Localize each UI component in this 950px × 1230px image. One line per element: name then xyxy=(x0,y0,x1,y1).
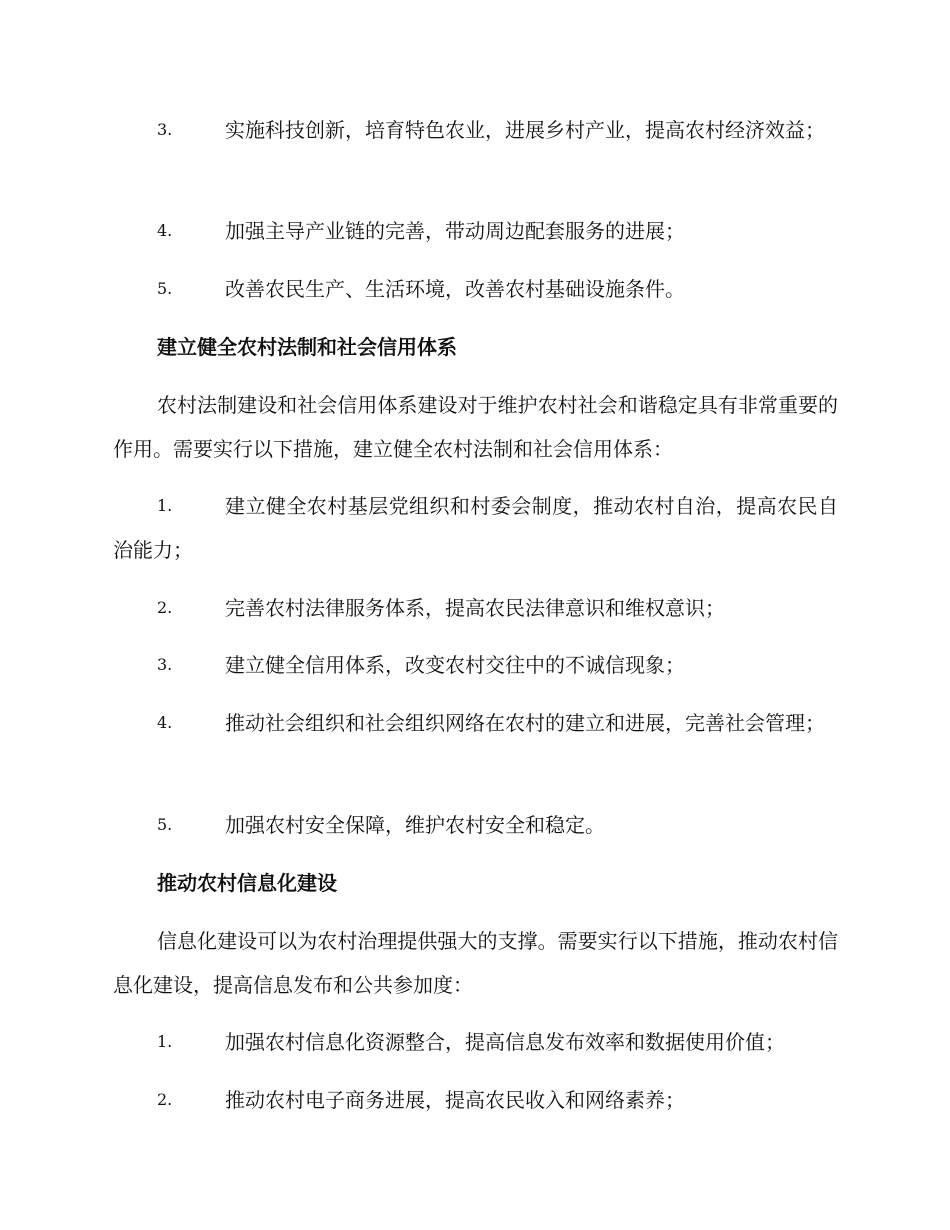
list-item xyxy=(113,803,838,847)
list-number: 2. xyxy=(157,1090,173,1109)
list-number: 2. xyxy=(157,598,173,617)
list-item xyxy=(113,209,838,253)
list-text: 推动社会组织和社会组织网络在农村的建立和进展，完善社会管理； xyxy=(225,711,825,735)
list-number: 5. xyxy=(157,815,173,834)
list-number: 5. xyxy=(157,279,173,298)
list-item xyxy=(113,701,838,745)
list-item xyxy=(113,1020,838,1064)
list-text: 加强主导产业链的完善，带动周边配套服务的进展； xyxy=(225,219,685,243)
section-heading: 建立健全农村法制和社会信用体系 xyxy=(157,335,457,359)
list-text: 完善农村法律服务体系，提高农民法律意识和维权意识； xyxy=(225,596,725,620)
list-number: 1. xyxy=(157,1032,173,1051)
section-intro: 农村法制建设和社会信用体系建设对于维护农村社会和谐稳定具有非常重要的作用。需要实行以下措施，建立健全农村法制和社会信用体系： xyxy=(113,393,838,461)
list-number: 3. xyxy=(157,655,173,674)
list-text: 加强农村信息化资源整合，提高信息发布效率和数据使用价值； xyxy=(225,1030,785,1054)
list-text: 推动农村电子商务进展，提高农民收入和网络素养； xyxy=(225,1088,685,1112)
list-item xyxy=(113,108,838,152)
list-item xyxy=(113,1078,838,1122)
list-item xyxy=(113,267,838,311)
list-text: 建立健全农村基层党组织和村委会制度，推动农村自治，提高农民自治能力； xyxy=(113,494,838,562)
list-text: 加强农村安全保障，维护农村安全和稳定。 xyxy=(225,813,605,837)
list-number: 1. xyxy=(157,496,173,515)
list-item xyxy=(113,643,838,687)
list-text: 建立健全信用体系，改变农村交往中的不诚信现象； xyxy=(225,653,685,677)
list-item xyxy=(113,484,838,572)
list-number: 4. xyxy=(157,713,173,732)
list-number: 3. xyxy=(157,120,173,139)
section-heading: 推动农村信息化建设 xyxy=(157,871,337,895)
list-text: 改善农民生产、生活环境，改善农村基础设施条件。 xyxy=(225,277,685,301)
list-text: 实施科技创新，培育特色农业，进展乡村产业，提高农村经济效益； xyxy=(225,118,825,142)
list-number: 4. xyxy=(157,221,173,240)
section-intro: 信息化建设可以为农村治理提供强大的支撑。需要实行以下措施，推动农村信息化建设，提高信息发布和公共参加度： xyxy=(113,929,838,997)
list-item xyxy=(113,586,838,630)
